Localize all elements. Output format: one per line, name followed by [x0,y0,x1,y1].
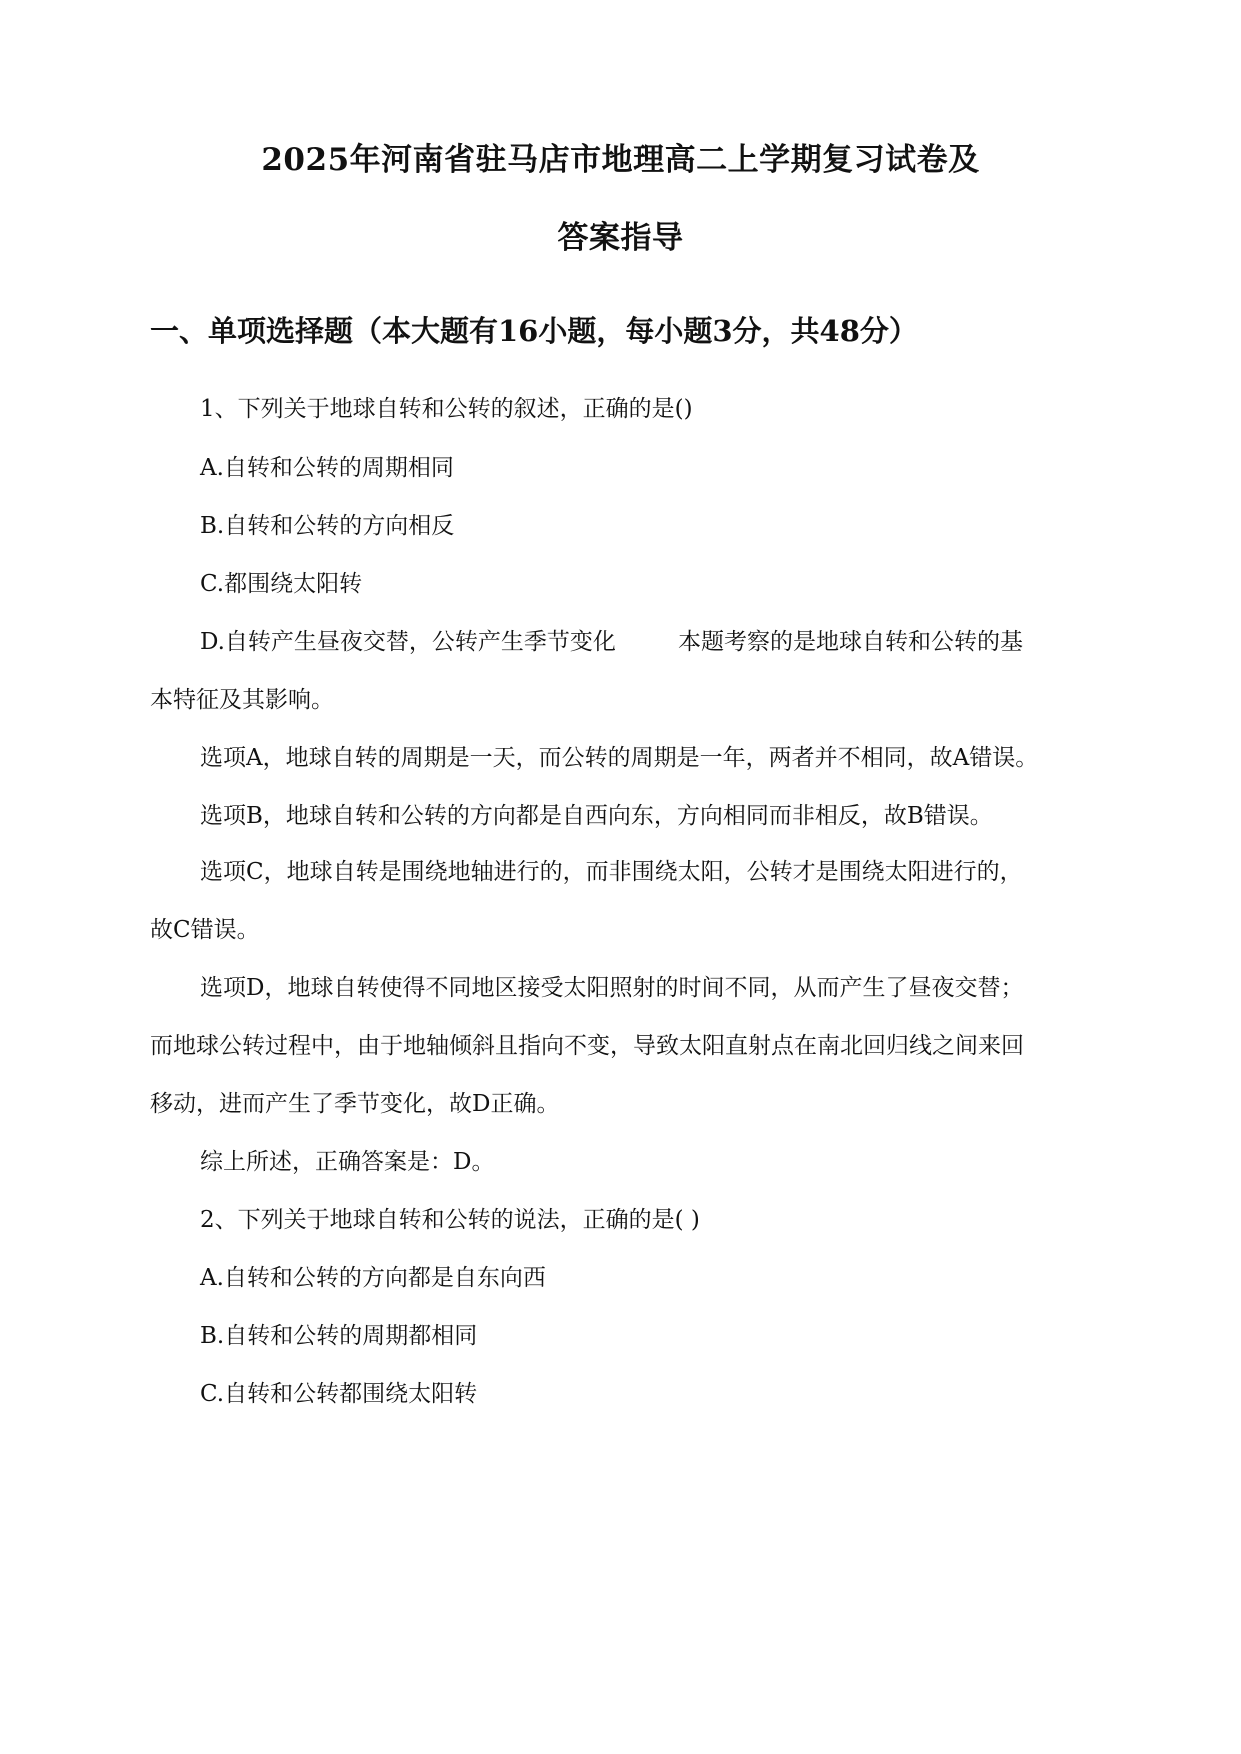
question-1-explanation-d-line-2: 而地球公转过程中，由于地轴倾斜且指向不变，导致太阳直射点在南北回归线之间来回 [150,1033,1024,1059]
question-1-explanation-c-line-1: 选项C，地球自转是围绕地轴进行的，而非围绕太阳，公转才是围绕太阳进行的， [200,859,1023,885]
section-heading: 一、单项选择题（本大题有16小题，每小题3分，共48分） [150,314,918,348]
question-2-option-b: B.自转和公转的周期都相同 [200,1323,478,1349]
document-title-line-2: 答案指导 [557,220,684,256]
question-1-option-d: D.自转产生昼夜交替，公转产生季节变化 [200,629,616,655]
question-1-analysis-start: 本题考察的是地球自转和公转的基 [677,629,1023,655]
question-2-stem: 2、下列关于地球自转和公转的说法，正确的是( ) [200,1207,700,1233]
question-1-stem: 1、下列关于地球自转和公转的叙述，正确的是() [200,396,693,422]
question-1-option-c: C.都围绕太阳转 [200,571,363,597]
question-1-option-b: B.自转和公转的方向相反 [200,513,455,539]
question-1-explanation-c-line-2: 故C错误。 [150,917,260,943]
question-2-option-a: A.自转和公转的方向都是自东向西 [200,1265,546,1291]
question-1-option-d-line [200,626,1023,658]
question-1-explanation-a: 选项A，地球自转的周期是一天，而公转的周期是一年，两者并不相同，故A错误。 [200,745,1039,771]
question-1-explanation-b: 选项B，地球自转和公转的方向都是自西向东，方向相同而非相反，故B错误。 [200,803,993,829]
question-1-summary: 综上所述，正确答案是：D。 [200,1149,495,1175]
question-1-explanation-d-line-1: 选项D，地球自转使得不同地区接受太阳照射的时间不同，从而产生了昼夜交替； [200,975,1024,1001]
question-1-analysis-continued: 本特征及其影响。 [150,687,334,713]
question-1-option-a: A.自转和公转的周期相同 [200,455,454,481]
document-title-line-1: 2025年河南省驻马店市地理高二上学期复习试卷及 [261,142,980,178]
question-2-option-c: C.自转和公转都围绕太阳转 [200,1381,478,1407]
question-1-explanation-d-line-3: 移动，进而产生了季节变化，故D正确。 [150,1091,560,1117]
